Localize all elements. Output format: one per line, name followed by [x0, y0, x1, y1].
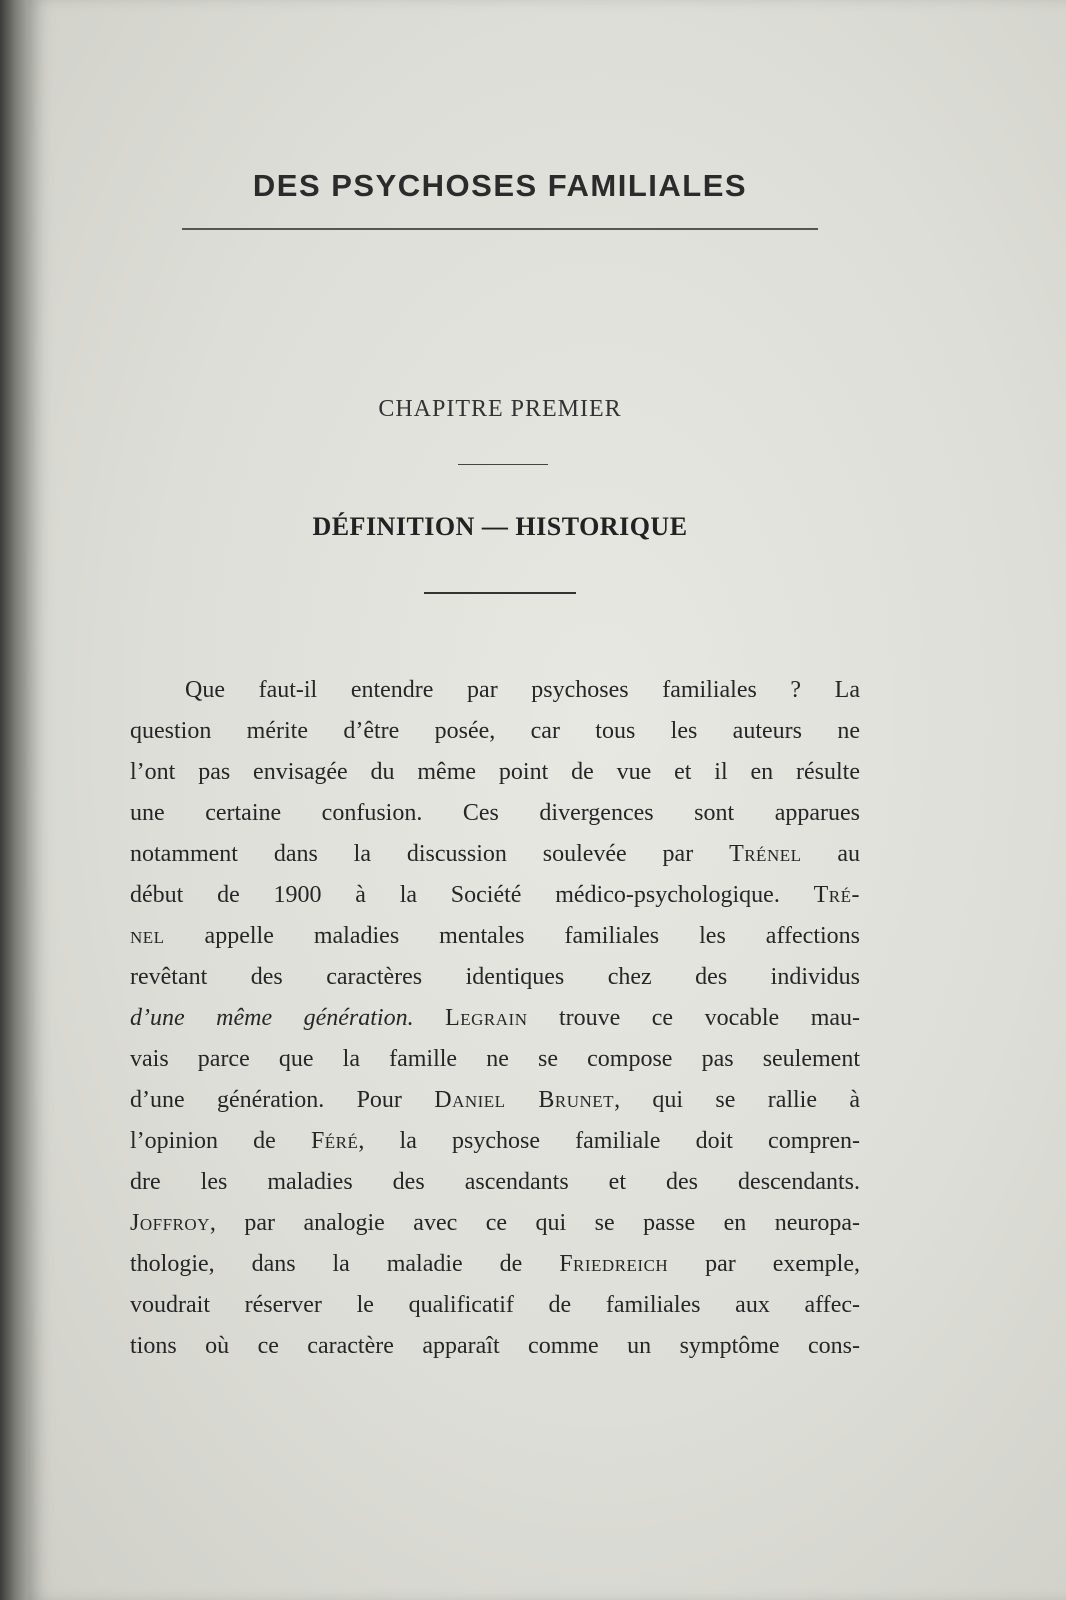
author-name: Daniel Brunet	[434, 1087, 615, 1113]
running-title: DES PSYCHOSES FAMILIALES	[252, 168, 748, 203]
text-line: d’une même génération. Legrain trouve ce vocable mau-	[130, 1005, 861, 1031]
heading-rule	[424, 592, 576, 594]
author-name: nel	[130, 923, 165, 949]
text-line: thologie, dans la maladie de Friedreich par exemple,	[130, 1251, 860, 1277]
text-line: dre les maladies des ascendants et des descendants.	[130, 1169, 860, 1195]
text-line: question mérite d’être posée, car tous les auteurs ne	[130, 718, 860, 744]
text-line: Joffroy, par analogie avec ce qui se passe en neuropa-	[130, 1210, 860, 1236]
author-name: Trénel	[729, 841, 802, 867]
text-line: d’une génération. Pour Daniel Brunet, qui se rallie à	[130, 1087, 860, 1113]
text-line: vais parce que la famille ne se compose pas seulement	[130, 1046, 860, 1072]
chapter-label: CHAPITRE PREMIER	[378, 396, 622, 422]
author-name: Legrain	[445, 1005, 528, 1031]
text-line: une certaine confusion. Ces divergences sont apparues	[130, 800, 860, 826]
text-line: tions où ce caractère apparaît comme un symptôme cons-	[130, 1333, 860, 1359]
author-name: Féré	[310, 1128, 359, 1154]
emphasis: d’une même génération.	[130, 1005, 414, 1031]
section-heading: DÉFINITION — HISTORIQUE	[312, 512, 688, 541]
author-name: Joffroy	[130, 1210, 210, 1236]
text-line: début de 1900 à la Société médico-psychologique. Tré-	[130, 882, 860, 908]
text-line: l’ont pas envisagée du même point de vue et il en résulte	[130, 759, 860, 785]
title-rule	[182, 228, 818, 230]
text-line: voudrait réserver le qualificatif de familiales aux affec-	[130, 1292, 860, 1318]
text-line: l’opinion de Féré, la psychose familiale doit compren-	[130, 1128, 860, 1154]
text-line: revêtant des caractères identiques chez des individus	[130, 964, 860, 990]
chapter-rule	[458, 464, 548, 465]
text-line: notamment dans la discussion soulevée par Trénel au	[130, 841, 861, 867]
text-line: nel appelle maladies mentales familiales les affections	[130, 923, 860, 949]
body-paragraph	[130, 670, 860, 1367]
text-line: Que faut-il entendre par psychoses familiales ? La	[185, 677, 860, 703]
author-name: Friedreich	[559, 1251, 669, 1277]
author-name: Tré-	[813, 882, 860, 908]
